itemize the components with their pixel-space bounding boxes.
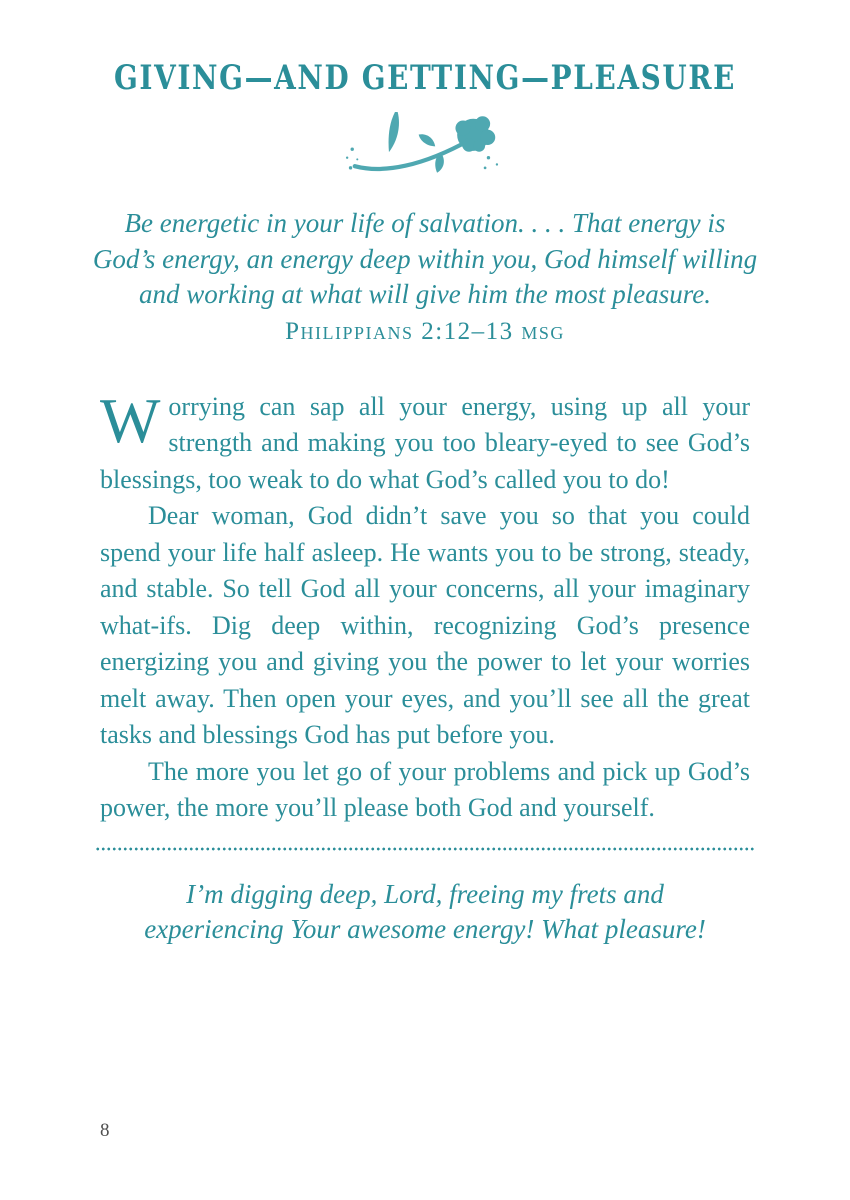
paragraph: [100, 384, 750, 499]
chapter-title: GIVING—AND GETTING—PLEASURE: [113, 58, 737, 98]
prayer: [90, 877, 760, 947]
paragraph-text: orrying can sap all your energy, using up all your strength and making you too bleary-eyed to see God’s blessings, too weak to do what God’s called you to do!: [100, 391, 750, 494]
verse-line: Be energetic in your life of salvation. . . . That energy is: [124, 208, 726, 238]
prayer-line: experiencing Your awesome energy! What pleasure!: [144, 913, 706, 944]
drop-cap: W: [100, 384, 161, 456]
devotional-body: [100, 384, 750, 827]
paragraph: Dear woman, God didn’t save you so that you could spend your life half asleep. He wants you to be strong, steady, and stable. So tell God all your concerns, all your imaginary what-ifs. Dig deep within, recognizing God’s presence energizing you and giving you the power to let your worries melt away. Then open your eyes, and you’ll see all the great tasks and blessings God has put before you.: [100, 501, 750, 749]
rose-sprig-icon: [0, 112, 850, 180]
page-number: 8: [100, 1120, 110, 1141]
dotted-divider: [95, 847, 755, 851]
scripture-verse: [80, 206, 770, 313]
verse-line: God’s energy, an energy deep within you, God himself willing: [92, 243, 758, 274]
verse-reference: Philippians 2:12–13 msg: [285, 317, 565, 345]
verse-line: and working at what will give him the most pleasure.: [139, 279, 711, 309]
prayer-line: I’m digging deep, Lord, freeing my frets and: [186, 878, 664, 909]
paragraph: The more you let go of your problems and pick up God’s power, the more you’ll please both God and yourself.: [100, 756, 750, 822]
